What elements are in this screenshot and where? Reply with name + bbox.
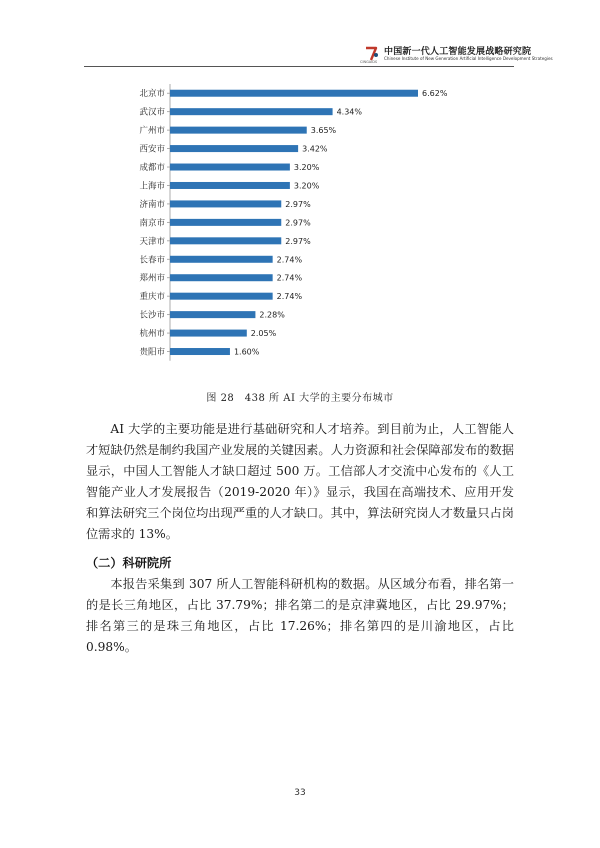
data-label: 3.20%: [293, 181, 320, 191]
bar: [170, 127, 307, 134]
data-label: 3.65%: [310, 126, 337, 136]
category-label: 西安市: [139, 144, 165, 155]
data-label: 6.62%: [422, 89, 448, 99]
category-label: 武汉市: [139, 107, 165, 118]
city-distribution-bar-chart: [0, 0, 600, 380]
data-label: 2.28%: [259, 310, 285, 320]
bar: [170, 311, 255, 318]
data-label: 2.05%: [250, 329, 277, 339]
page-number: 33: [294, 788, 306, 798]
header-org-name: 中国新一代人工智能发展战略研究院: [384, 47, 532, 57]
bar: [170, 348, 230, 355]
category-label: 广州市: [139, 126, 165, 137]
bar: [170, 219, 281, 226]
bar: [170, 200, 281, 207]
category-label: 成都市: [139, 163, 165, 174]
data-label: 3.42%: [302, 144, 328, 154]
category-label: 北京市: [139, 89, 165, 100]
bar: [170, 293, 273, 300]
data-label: 2.74%: [276, 255, 303, 265]
category-label: 长春市: [139, 255, 165, 266]
category-label: 郑州市: [139, 273, 165, 284]
data-label: 4.34%: [336, 107, 363, 117]
bar: [170, 90, 418, 97]
data-label: 1.60%: [233, 347, 260, 357]
category-label: 南京市: [139, 218, 165, 229]
category-label: 杭州市: [139, 329, 165, 340]
section-heading: （二）科研院所: [86, 556, 172, 570]
logo-subtext: CINGAIDS: [360, 60, 378, 64]
bar: [170, 237, 281, 244]
bar: [170, 182, 290, 189]
data-label: 2.74%: [276, 273, 303, 283]
category-label: 贵阳市: [139, 347, 165, 358]
figure-caption: 图 28 438 所 AI 大学的主要分布城市: [206, 393, 394, 404]
category-label: 重庆市: [139, 292, 165, 303]
category-label: 上海市: [139, 181, 165, 192]
header-org-name-en: Chinese Institute of New Generation Artificial Intelligence Development Strategies: [384, 56, 553, 61]
data-label: 2.97%: [285, 199, 311, 209]
body-paragraph-2: 本报告采集到 307 所人工智能科研机构的数据。从区域分布看，排名第一的是长三角地区，占比 37.79%；排名第二的是京津冀地区，占比 29.97%；排名第三的是珠三角地区，占比 17.26%；排名第四的是川渝地区，占比 0.98%。: [86, 577, 514, 654]
category-label: 长沙市: [139, 310, 165, 321]
bar: [170, 274, 273, 281]
data-label: 3.20%: [293, 163, 320, 173]
category-label: 济南市: [139, 199, 165, 210]
category-label: 天津市: [139, 236, 165, 247]
data-label: 2.97%: [285, 218, 311, 228]
bar: [170, 145, 298, 152]
bar: [170, 256, 273, 263]
body-paragraph-1: AI 大学的主要功能是进行基础研究和人才培养。到目前为止，人工智能人才短缺仍然是制约我国产业发展的关键因素。人力资源和社会保障部发布的数据显示，中国人工智能人才缺口超过 500 万。工信部人才交流中心发布的《人工智能产业人才发展报告（2019-2020 年）》显示，我国在高端技术、应用开发和算法研究三个岗位均出现严重的人才缺口。其中，算法研究岗人才数量只占岗位需求的 13%。: [86, 422, 514, 541]
bar: [170, 164, 290, 171]
bar: [170, 108, 333, 115]
data-label: 2.74%: [276, 292, 303, 302]
bar: [170, 330, 247, 337]
data-label: 2.97%: [285, 236, 311, 246]
